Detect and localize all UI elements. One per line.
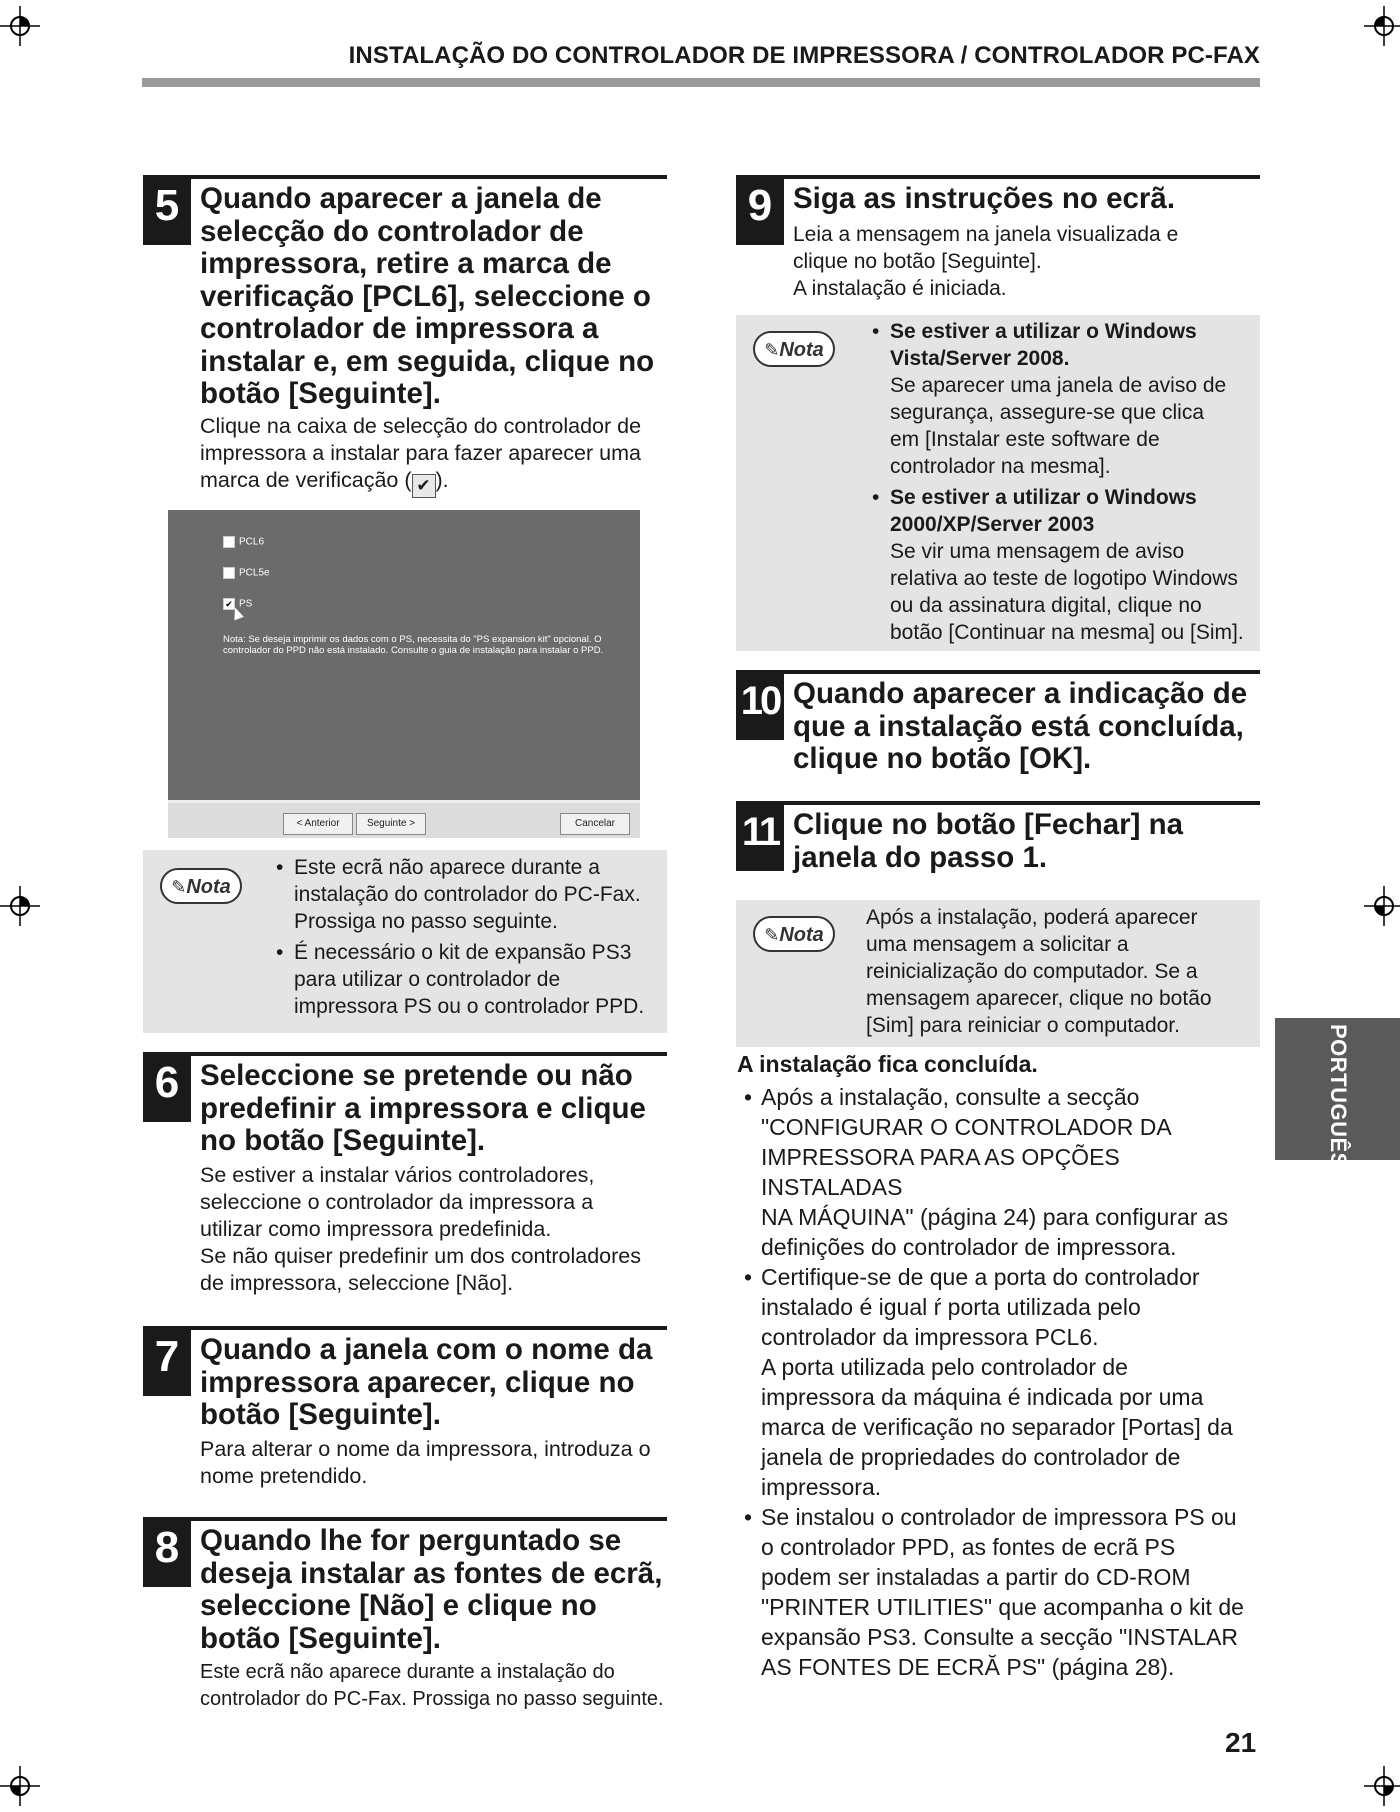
step-number: 11 [736, 801, 784, 871]
pencil-icon: ✎ [171, 877, 187, 897]
note-text [276, 854, 661, 1024]
checkbox-icon[interactable] [223, 536, 235, 548]
step-description [200, 1436, 680, 1490]
step-title-line: Siga as instruções no ecrã. [793, 182, 1176, 215]
step-number: 5 [143, 175, 191, 245]
step-title-line: no botão [Seguinte]. [200, 1124, 486, 1157]
registration-mark-icon [1364, 886, 1400, 926]
desc-line: utilizar como impressora predefinida. [200, 1217, 552, 1241]
list-line: "CONFIGURAR O CONTROLADOR DA [761, 1114, 1172, 1140]
note-line: • Este ecrã não aparece durante a [294, 856, 600, 879]
desc-line: Clique na caixa de selecção do controlador de [200, 414, 642, 438]
note-line: Se vir uma mensagem de aviso [890, 540, 1185, 563]
step-title [793, 678, 1263, 776]
note-text [866, 904, 1256, 1039]
step-number: 10 [736, 670, 784, 740]
nota-badge [753, 916, 835, 952]
pencil-icon: ✎ [764, 340, 780, 360]
step-rule [736, 175, 1260, 179]
step-description [200, 413, 680, 498]
step-description [200, 1659, 700, 1713]
note-line: • É necessário o kit de expansão PS3 [294, 941, 632, 964]
desc-line: controlador do PC-Fax. Prossiga no passo seguinte. [200, 1688, 664, 1710]
step-title-line: Clique no botão [Fechar] na [793, 808, 1184, 841]
checkbox-icon[interactable] [223, 567, 235, 579]
note-line: • Se estiver a utilizar o Windows [890, 486, 1197, 509]
step-title [793, 183, 1263, 216]
step-title-line: Seleccione se pretende ou não [200, 1059, 633, 1092]
desc-text: ). [435, 468, 449, 492]
option-label: PCL6 [239, 536, 265, 548]
note-line: ou da assinatura digital, clique no [890, 594, 1202, 617]
note-line: Vista/Server 2008. [890, 347, 1070, 370]
side-tab-label: PORTUGUÊS [1326, 1024, 1351, 1168]
list-line: AS FONTES DE ECRĂ PS" (página 28). [761, 1654, 1175, 1680]
list-line: • Após a instalação, consulte a secção [761, 1084, 1140, 1110]
option-pcl6[interactable] [223, 536, 264, 548]
screenshot-button-bar [168, 800, 640, 838]
step-title-line: Quando aparecer a janela de [200, 182, 602, 215]
step-number: 8 [143, 1517, 191, 1587]
list-line: definições do controlador de impressora. [761, 1234, 1177, 1260]
step-number: 6 [143, 1052, 191, 1122]
note-line: uma mensagem a solicitar a [866, 933, 1129, 956]
step-title-line: impressora aparecer, clique no [200, 1365, 635, 1399]
page-header-title: INSTALAÇÃO DO CONTROLADOR DE IMPRESSORA / CONTROLADOR PC-FAX [348, 42, 1260, 69]
step-rule [143, 1326, 667, 1330]
note-line: em [Instalar este software de [890, 428, 1160, 451]
nota-label: Nota [779, 924, 824, 946]
step-title-line: botão [Seguinte]. [200, 1398, 441, 1431]
step-number: 7 [143, 1326, 191, 1396]
desc-line: Se não quiser predefinir um dos controladores [200, 1244, 642, 1268]
note-box [736, 900, 1260, 1047]
step-title-line: Quando lhe for perguntado se [200, 1524, 622, 1557]
step-rule [736, 801, 1260, 805]
step-title [200, 1525, 680, 1655]
step-title-line: impressora, retire a marca de [200, 247, 612, 280]
list-line: NA MÁQUINA" (página 24) para configurar as [761, 1204, 1229, 1230]
language-side-tab [1275, 1018, 1400, 1168]
step-title-line: Quando aparecer a indicação de [793, 677, 1248, 710]
note-line: Após a instalação, poderá aparecer [866, 906, 1198, 929]
desc-line: impressora a instalar para fazer aparecer uma [200, 441, 641, 465]
list-line: o controlador PPD, as fontes de ecrã PS [761, 1534, 1176, 1560]
note-line: Se aparecer uma janela de aviso de [890, 374, 1227, 397]
note-line: • Se estiver a utilizar o Windows [890, 320, 1197, 343]
note-box [736, 315, 1260, 651]
completion-list [744, 1082, 1264, 1682]
step-number: 9 [736, 175, 784, 245]
note-bullet [872, 484, 1257, 646]
step-rule [143, 1517, 667, 1521]
list-line: "PRINTER UTILITIES" que acompanha o kit de [761, 1594, 1244, 1620]
note-line: mensagem aparecer, clique no botão [866, 987, 1212, 1010]
nota-label: Nota [779, 339, 824, 361]
note-line: relativa ao teste de logotipo Windows [890, 567, 1238, 590]
desc-text: marca de verificação ( [200, 468, 412, 492]
registration-mark-icon [1364, 1766, 1400, 1806]
step-title-line: clique no botão [OK]. [793, 742, 1092, 775]
list-line: controlador da impressora PCL6. [761, 1324, 1099, 1350]
note-line: controlador na mesma]. [890, 455, 1111, 478]
list-line: janela de propriedades do controlador de [761, 1444, 1181, 1470]
desc-line: de impressora, seleccione [Não]. [200, 1271, 514, 1295]
desc-line: nome pretendido. [200, 1464, 368, 1488]
step-title-line: botão [Seguinte]. [200, 1621, 441, 1655]
note-line: instalação do controlador do PC-Fax. [294, 883, 641, 906]
list-item [744, 1082, 1264, 1262]
list-line: • Certifique-se de que a porta do controlador [761, 1264, 1200, 1290]
step-rule [143, 175, 667, 179]
note-text [872, 318, 1257, 650]
note-bullet [872, 318, 1257, 480]
step-title-line: instalar e, em seguida, clique no [200, 344, 655, 378]
desc-line: seleccione o controlador da impressora a [200, 1190, 594, 1214]
step-title-line: janela do passo 1. [793, 840, 1048, 874]
registration-mark-icon [0, 6, 40, 46]
option-label: PS [239, 598, 253, 610]
header-rule [142, 78, 1260, 87]
list-line: instalado é igual ŕ porta utilizada pelo [761, 1294, 1141, 1320]
step-description [793, 221, 1263, 302]
list-line: podem ser instaladas a partir do CD-ROM [761, 1564, 1191, 1590]
note-line: Prossiga no passo seguinte. [294, 910, 558, 933]
registration-mark-icon [1364, 6, 1400, 46]
note-line: segurança, assegure-se que clica [890, 401, 1205, 424]
nota-badge [160, 868, 242, 904]
next-button[interactable]: Seguinte > [356, 813, 426, 835]
screenshot-note: Nota: Se deseja imprimir os dados com o PS, necessita do "PS expansion kit" opcional. O controlador do PPD não está instalado. Consulte o guia de instalação para instalar o PPD. [223, 634, 604, 656]
note-bullet [276, 854, 661, 935]
note-box [143, 850, 667, 1033]
step-title [200, 1060, 670, 1158]
list-line: IMPRESSORA PARA AS OPÇÕES INSTALADAS [761, 1144, 1120, 1200]
desc-line: Este ecrã não aparece durante a instalação do [200, 1661, 615, 1683]
step-rule [143, 1052, 667, 1056]
checkbox-checked-icon[interactable]: ✔ [223, 598, 235, 610]
list-line: impressora da máquina é indicada por uma [761, 1384, 1204, 1410]
step-title-line: Quando a janela com o nome da [200, 1333, 653, 1366]
option-pcl5e[interactable] [223, 567, 270, 579]
back-button[interactable]: < Anterior [283, 813, 353, 835]
desc-line: Para alterar o nome da impressora, introduza o [200, 1437, 651, 1461]
list-line: impressora. [761, 1474, 882, 1500]
step-description [200, 1162, 680, 1297]
completion-heading: A instalação fica concluída. [737, 1051, 1038, 1077]
desc-line: Leia a mensagem na janela visualizada e [793, 223, 1179, 246]
desc-line [200, 467, 680, 498]
note-line: impressora PS ou o controlador PPD. [294, 995, 645, 1018]
list-line: • Se instalou o controlador de impressora PS ou [761, 1504, 1237, 1530]
step-title-line: botão [Seguinte]. [200, 377, 441, 410]
list-line: A porta utilizada pelo controlador de [761, 1354, 1128, 1380]
step-title-line: verificação [PCL6], seleccione o [200, 279, 651, 313]
step-title-line: predefinir a impressora e clique [200, 1091, 646, 1125]
pencil-icon: ✎ [764, 925, 780, 945]
note-line: [Sim] para reiniciar o computador. [866, 1014, 1180, 1037]
list-line: expansão PS3. Consulte a secção "INSTALAR [761, 1624, 1238, 1650]
registration-mark-icon [0, 1766, 40, 1806]
page-number: 21 [1225, 1727, 1257, 1758]
step-rule [736, 670, 1260, 674]
note-line: 2000/XP/Server 2003 [890, 513, 1095, 536]
step-title [200, 183, 670, 411]
note-line: para utilizar o controlador de [294, 968, 561, 991]
step-title-line: que a instalação está concluída, [793, 709, 1244, 743]
note-bullet [276, 939, 661, 1020]
desc-line: A instalação é iniciada. [793, 277, 1007, 300]
registration-mark-icon [0, 886, 40, 926]
note-line: botão [Continuar na mesma] ou [Sim]. [890, 621, 1244, 644]
list-line: marca de verificação no separador [Portas] da [761, 1414, 1233, 1440]
step-title-line: selecção do controlador de [200, 214, 584, 248]
nota-label: Nota [186, 876, 231, 898]
note-line: reinicialização do computador. Se a [866, 960, 1198, 983]
list-item [744, 1502, 1264, 1682]
step-title-line: controlador de impressora a [200, 312, 599, 345]
step-title-line: seleccione [Não] e clique no [200, 1589, 597, 1622]
nota-badge [753, 331, 835, 367]
list-item [744, 1262, 1264, 1502]
checkmark-icon: ✔ [412, 474, 436, 498]
step-title [200, 1334, 670, 1432]
desc-line: Se estiver a instalar vários controladores, [200, 1163, 595, 1187]
cancel-button[interactable]: Cancelar [560, 813, 630, 835]
desc-line: clique no botão [Seguinte]. [793, 250, 1042, 273]
step-title-line: deseja instalar as fontes de ecrã, [200, 1556, 663, 1590]
driver-selection-screenshot [168, 510, 640, 835]
step-title [793, 809, 1263, 874]
option-label: PCL5e [239, 567, 270, 579]
